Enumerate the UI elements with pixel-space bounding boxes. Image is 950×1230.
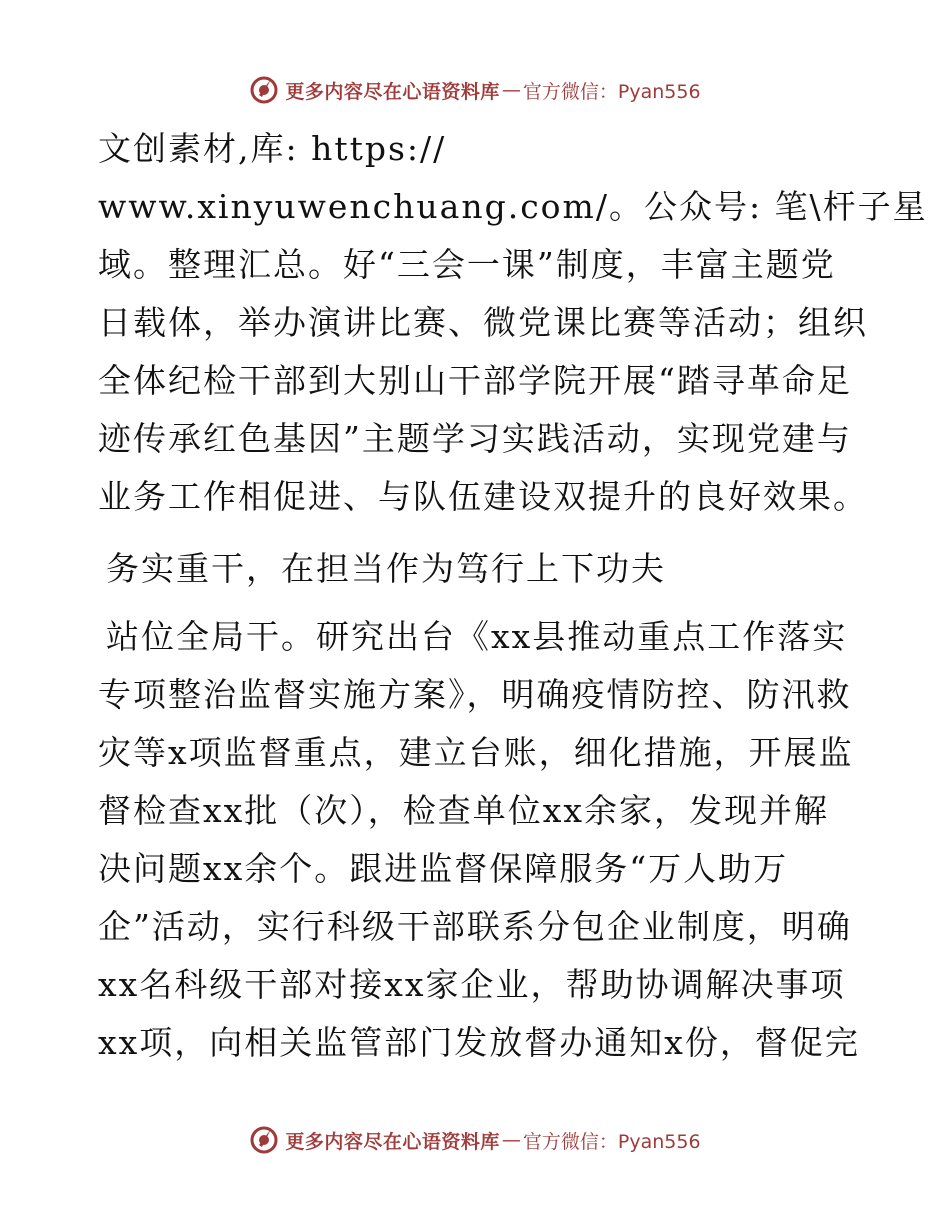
paragraph-2 <box>98 608 858 1072</box>
text-line: 企”活动，实行科级干部联系分包企业制度，明确 <box>98 907 852 946</box>
text-line: 业务工作相促进、与队伍建设双提升的良好效果。 <box>98 477 868 516</box>
text-line: 文创素材,库: https:// <box>98 129 447 168</box>
text-line: 灾等x项监督重点，建立台账，细化措施，开展监 <box>98 733 854 772</box>
watermark-dash: — <box>501 79 521 101</box>
text-line: 全体纪检干部到大别山干部学院开展“踏寻革命足 <box>98 361 852 400</box>
watermark-header <box>0 72 950 108</box>
text-line: 督检查xx批（次），检查单位xx余家，发现并解 <box>98 791 829 830</box>
watermark-dash: — <box>501 1129 521 1151</box>
text-line: 日载体，举办演讲比赛、微党课比赛等活动；组织 <box>98 303 868 342</box>
document-body <box>98 120 928 1072</box>
text-line: xx名科级干部对接xx家企业，帮助协调解决事项 <box>98 965 846 1004</box>
text-line: xx项，向相关监管部门发放督办通知x份，督促完 <box>98 1023 860 1062</box>
text-line: 迹传承红色基因”主题学习实践活动，实现党建与 <box>98 419 852 458</box>
section-heading: 务实重干，在担当作为笃行上下功夫 <box>106 549 666 588</box>
text-line: 专项整治监督实施方案》，明确疫情防控、防汛救 <box>98 675 852 714</box>
watermark-wechat: 官方微信：Pyan556 <box>522 80 701 103</box>
watermark-text: 更多内容尽在心语资料库 <box>285 1130 500 1153</box>
watermark-wechat: 官方微信：Pyan556 <box>522 1130 701 1153</box>
watermark-text: 更多内容尽在心语资料库 <box>285 80 500 103</box>
watermark-footer <box>0 1122 950 1158</box>
text-line: www.xinyuwenchuang.com/。公众号: 笔\杆子星 <box>98 187 928 226</box>
logo-icon <box>249 75 279 105</box>
text-line: 域。整理汇总。好“三会一课”制度，丰富主题党 <box>98 245 836 284</box>
text-line: 站位全局干。研究出台《xx县推动重点工作落实 <box>106 617 848 656</box>
paragraph-1 <box>98 120 928 526</box>
text-line: 决问题xx余个。跟进监督保障服务“万人助万 <box>98 849 789 888</box>
logo-icon <box>249 1125 279 1155</box>
